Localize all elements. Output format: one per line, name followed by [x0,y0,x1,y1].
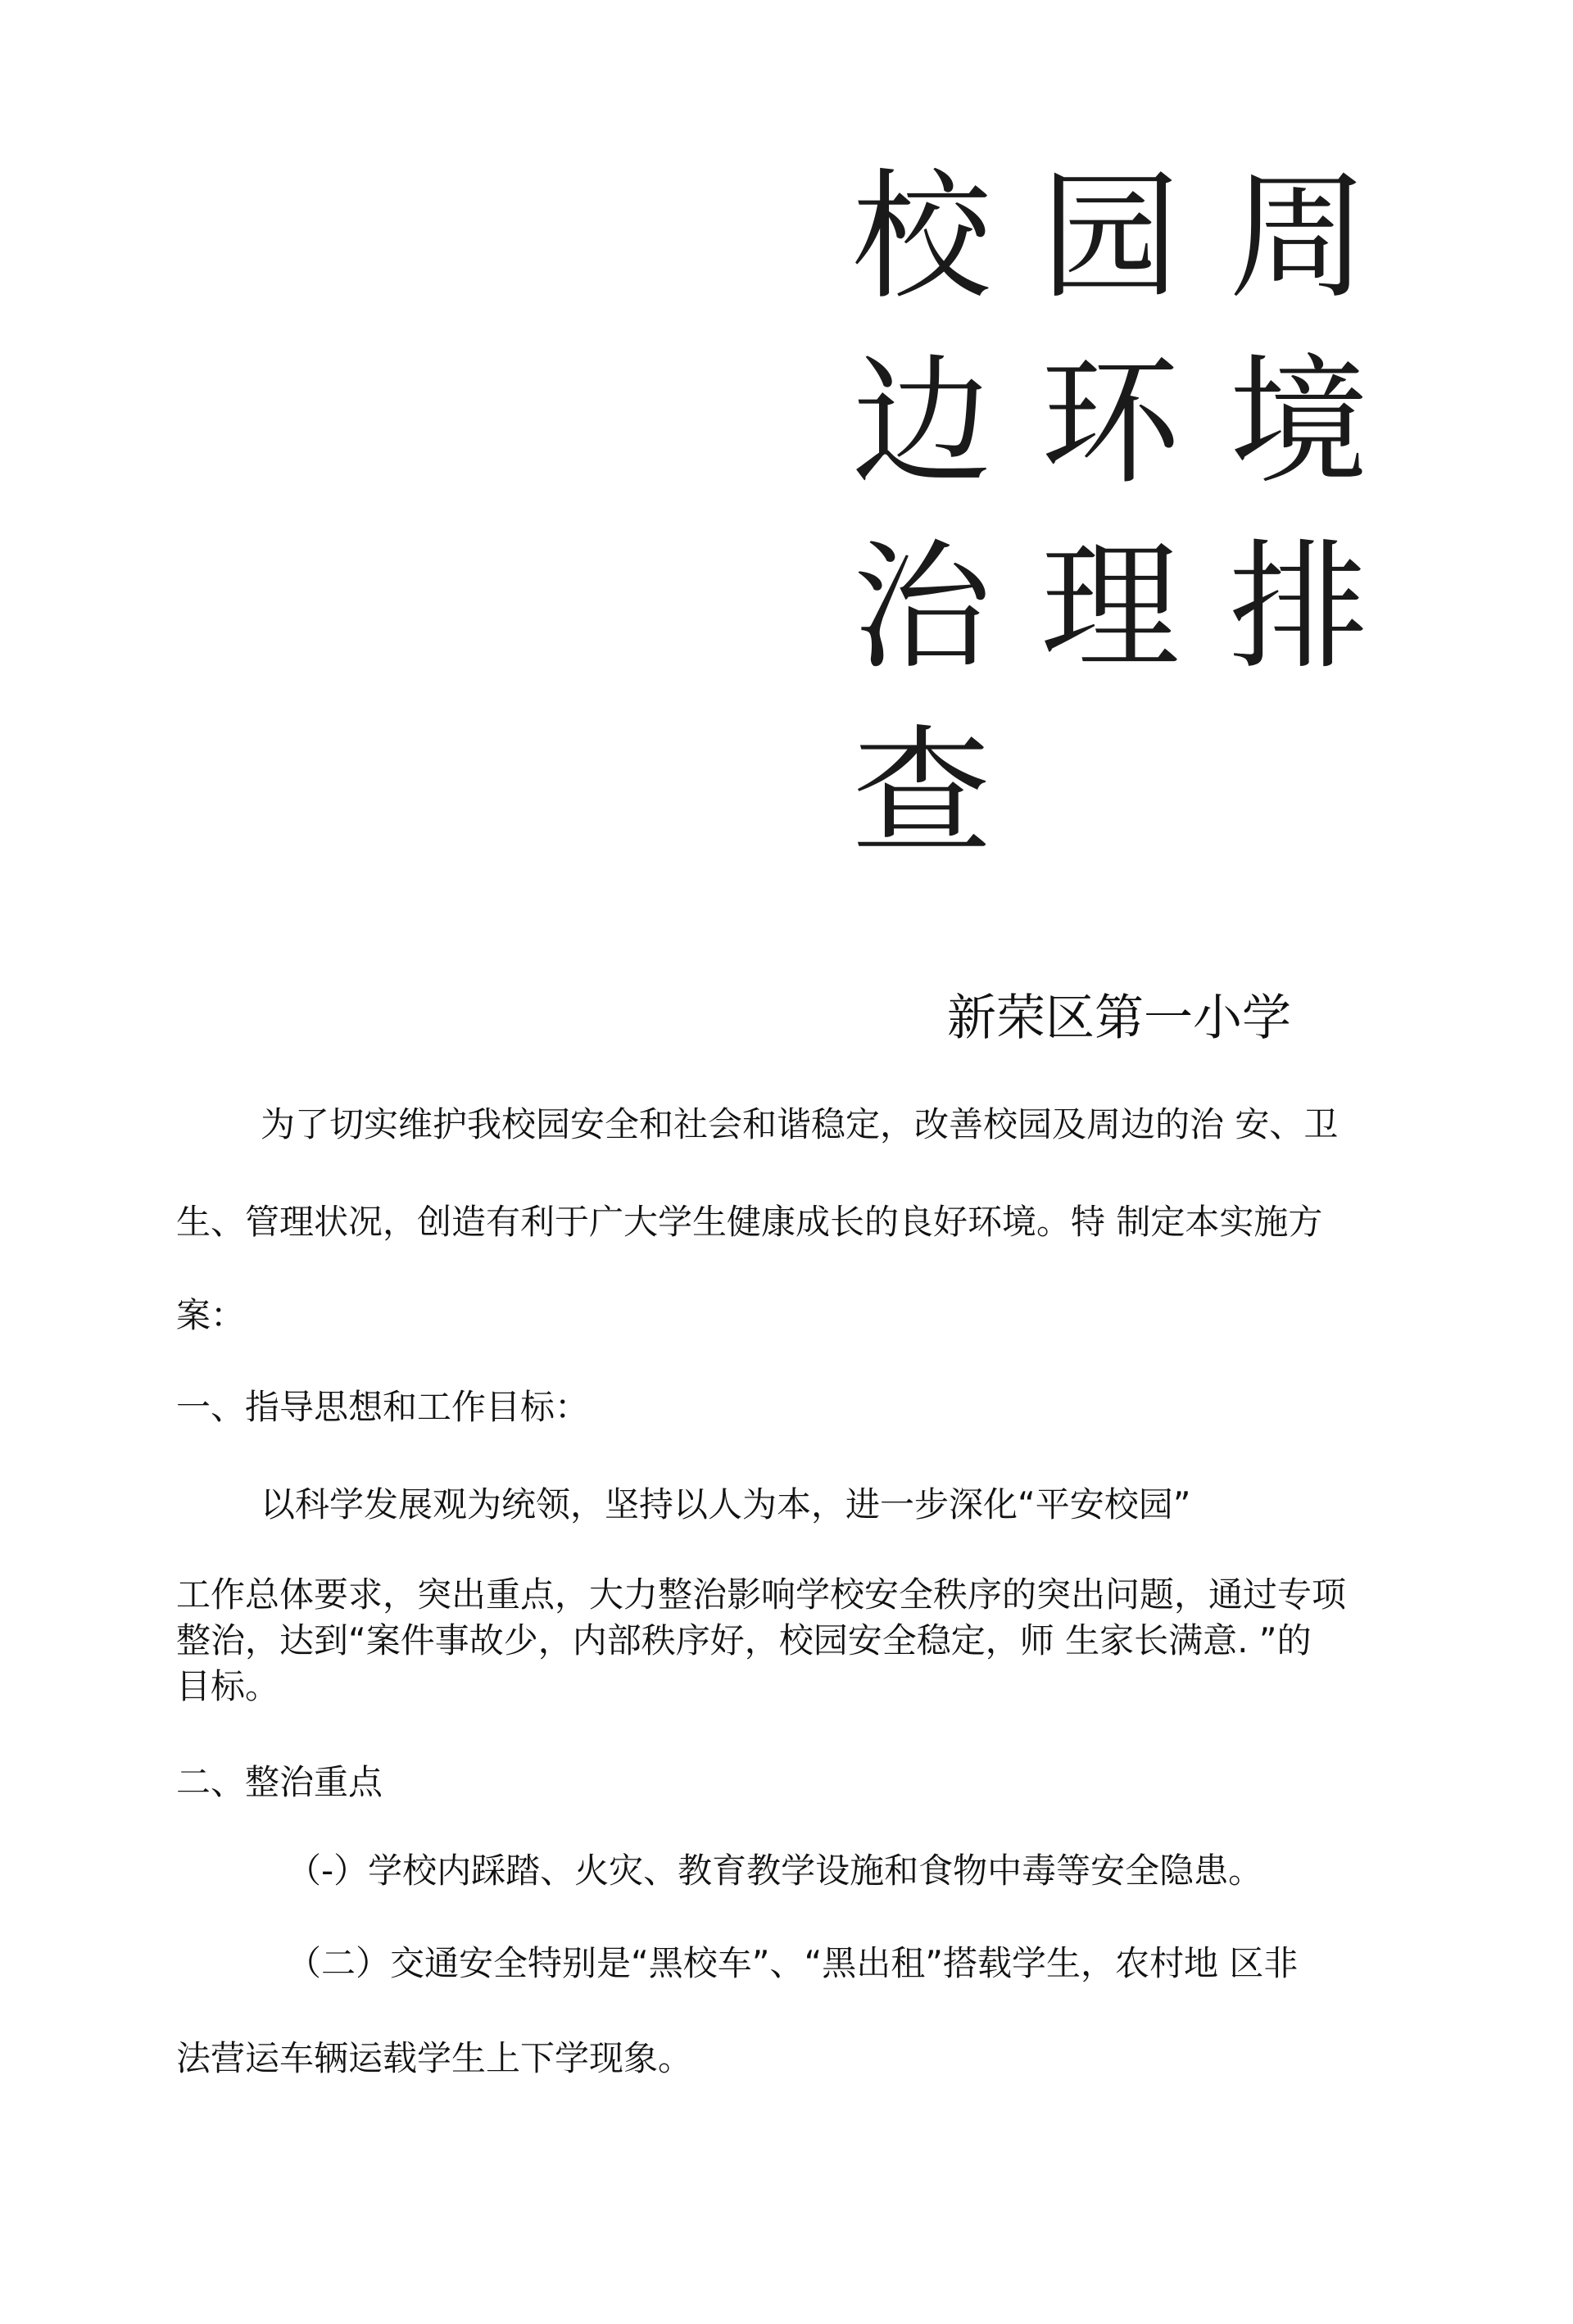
title-char: 查 [852,712,992,874]
section1-paragraph-line: 目标。 [176,1666,280,1706]
section-heading: 一、指导思想和工作目标： [176,1387,590,1427]
title-char: 排 [1229,527,1369,689]
title-char: 园 [1040,156,1181,319]
title-char: 周 [1229,156,1369,319]
title-char: 境 [1229,342,1369,504]
section1-paragraph-line: 整治，达到“案件事故少，内部秩序好，校园安全稳定，师 生家长满意. ”的 [176,1620,1312,1660]
title-char: 治 [852,527,992,689]
intro-paragraph-line: 为了切实维护我校园安全和社会和谐稳定，改善校园及周边的治 安、卫 [261,1104,1339,1144]
title-char: 理 [1040,527,1181,689]
intro-paragraph-line: 案： [176,1295,246,1335]
section-heading: 二、整治重点 [176,1762,383,1802]
school-name: 新荣区第一小学 [947,990,1291,1047]
section1-paragraph-line: 以科学发展观为统领，坚持以人为本，进一步深化“平安校园” [261,1484,1191,1524]
list-item: （-）学校内踩踏、火灾、教育教学设施和食物中毒等安全隐患。 [287,1851,1263,1891]
document-title [852,156,1409,908]
list-item-continuation: 法营运车辆运载学生上下学现象。 [176,2038,693,2078]
title-char: 校 [852,156,992,319]
title-char: 边 [852,342,992,504]
intro-paragraph-line: 生、管理状况，创造有利于广大学生健康成长的良好环境。特 制定本实施方 [176,1202,1323,1242]
title-char: 环 [1040,342,1181,504]
section1-paragraph-line: 工作总体要求，突出重点，大力整治影响学校安全秩序的突出问题，通过专项 [176,1574,1347,1615]
list-item: （二）交通安全特别是“黑校车”、“黑出租”搭载学生，农村地 区非 [287,1943,1299,1983]
